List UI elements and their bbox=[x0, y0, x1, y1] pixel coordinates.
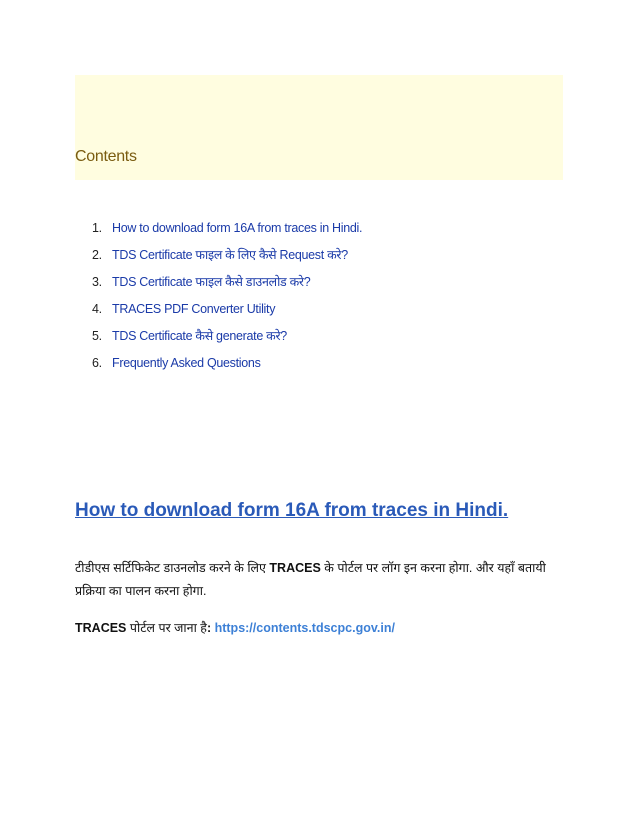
toc-link-4[interactable]: TRACES PDF Converter Utility bbox=[112, 302, 276, 316]
intro-text-end: के पोर्टल पर लॉग इन करना होगा. और यहाँ बतायी प्रक्रिया का पालन करना होगा. bbox=[75, 561, 546, 598]
traces-bold-text: TRACES bbox=[269, 561, 321, 575]
toc-link-6[interactable]: Frequently Asked Questions bbox=[112, 356, 261, 370]
portal-colon: : bbox=[206, 621, 215, 635]
traces-bold-label: TRACES bbox=[75, 621, 127, 635]
toc-item bbox=[92, 247, 362, 274]
intro-text-start: टीडीएस सर्टिफिकेट डाउनलोड करने के लिए bbox=[75, 561, 270, 575]
portal-paragraph bbox=[75, 617, 565, 640]
toc-item bbox=[92, 328, 362, 355]
toc-item-number: 6. bbox=[92, 356, 102, 370]
toc-item bbox=[92, 274, 362, 301]
toc-item bbox=[92, 355, 362, 382]
toc-item bbox=[92, 301, 362, 328]
toc-item-number: 5. bbox=[92, 329, 102, 343]
toc-link-1[interactable]: How to download form 16A from traces in Hindi. bbox=[112, 221, 363, 235]
table-of-contents-box bbox=[75, 75, 563, 180]
toc-link-3[interactable]: TDS Certificate फाइल कैसे डाउनलोड करे? bbox=[112, 275, 311, 289]
intro-paragraph bbox=[75, 557, 565, 603]
portal-text: पोर्टल पर जाना है bbox=[126, 621, 207, 635]
toc-item-number: 3. bbox=[92, 275, 102, 289]
toc-item-number: 4. bbox=[92, 302, 102, 316]
traces-portal-link[interactable]: https://contents.tdscpc.gov.in/ bbox=[214, 621, 395, 635]
toc-list bbox=[92, 220, 362, 382]
toc-item bbox=[92, 220, 362, 247]
toc-title: Contents bbox=[75, 148, 137, 165]
toc-link-5[interactable]: TDS Certificate कैसे generate करे? bbox=[112, 329, 287, 343]
toc-item-number: 2. bbox=[92, 248, 102, 262]
section-heading: How to download form 16A from traces in Hindi. bbox=[75, 500, 509, 521]
toc-item-number: 1. bbox=[92, 221, 102, 235]
toc-link-2[interactable]: TDS Certificate फाइल के लिए कैसे Request करे? bbox=[112, 248, 348, 262]
